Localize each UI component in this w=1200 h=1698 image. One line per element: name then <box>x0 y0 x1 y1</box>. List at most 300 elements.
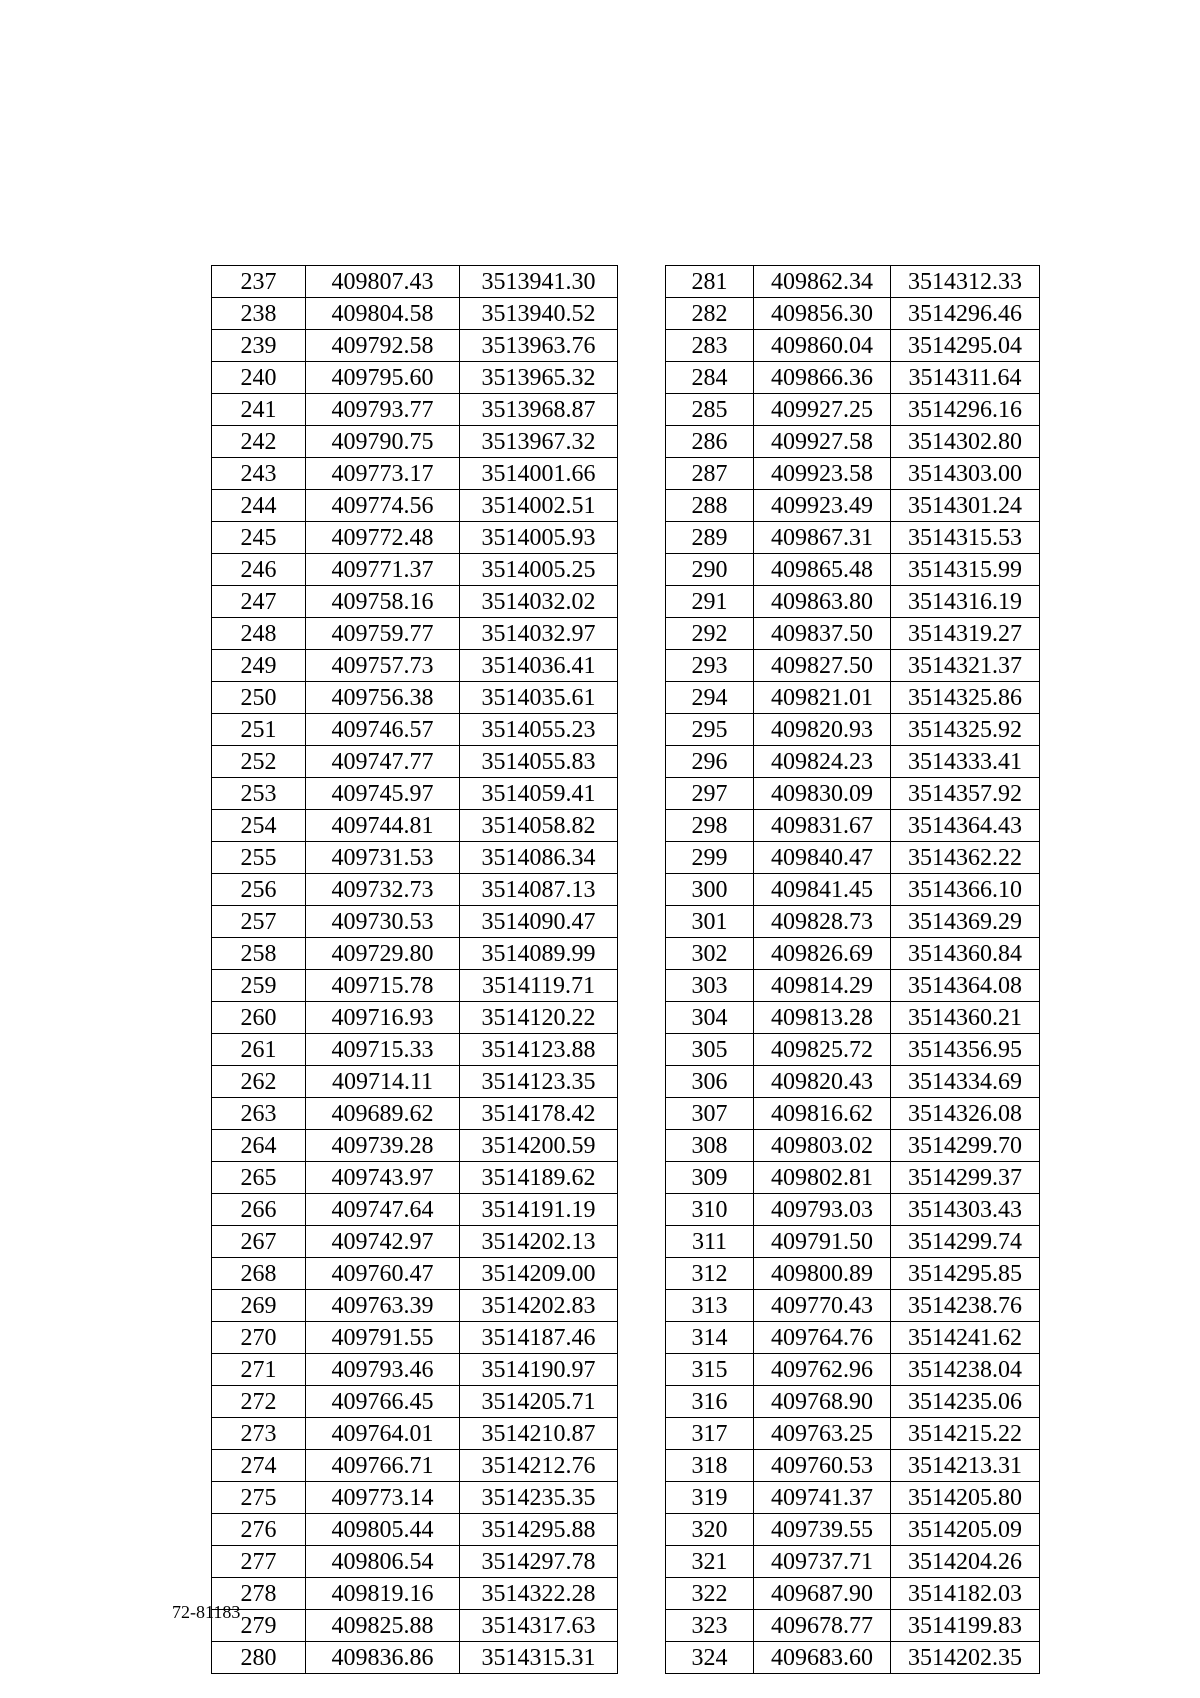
x-coordinate-cell: 409867.31 <box>754 522 891 554</box>
x-coordinate-cell: 409757.73 <box>306 650 460 682</box>
table-row <box>212 778 618 810</box>
x-coordinate-cell: 409863.80 <box>754 586 891 618</box>
x-coordinate-cell: 409743.97 <box>306 1162 460 1194</box>
table-row <box>666 618 1040 650</box>
y-coordinate-cell: 3514326.08 <box>891 1098 1040 1130</box>
table-row <box>212 1258 618 1290</box>
y-coordinate-cell: 3514315.31 <box>460 1642 618 1674</box>
y-coordinate-cell: 3514205.71 <box>460 1386 618 1418</box>
table-row <box>212 1194 618 1226</box>
x-coordinate-cell: 409772.48 <box>306 522 460 554</box>
table-row <box>212 1066 618 1098</box>
x-coordinate-cell: 409804.58 <box>306 298 460 330</box>
y-coordinate-cell: 3514202.35 <box>891 1642 1040 1674</box>
x-coordinate-cell: 409683.60 <box>754 1642 891 1674</box>
coordinate-table-right <box>665 265 1040 1674</box>
table-row <box>666 1610 1040 1642</box>
table-row <box>212 618 618 650</box>
point-number-cell: 310 <box>666 1194 754 1226</box>
y-coordinate-cell: 3514334.69 <box>891 1066 1040 1098</box>
y-coordinate-cell: 3514055.23 <box>460 714 618 746</box>
table-row <box>666 1098 1040 1130</box>
point-number-cell: 285 <box>666 394 754 426</box>
y-coordinate-cell: 3514205.09 <box>891 1514 1040 1546</box>
point-number-cell: 248 <box>212 618 306 650</box>
table-row <box>666 330 1040 362</box>
y-coordinate-cell: 3514209.00 <box>460 1258 618 1290</box>
point-number-cell: 276 <box>212 1514 306 1546</box>
table-row <box>666 1066 1040 1098</box>
y-coordinate-cell: 3514297.78 <box>460 1546 618 1578</box>
point-number-cell: 313 <box>666 1290 754 1322</box>
x-coordinate-cell: 409763.25 <box>754 1418 891 1450</box>
point-number-cell: 306 <box>666 1066 754 1098</box>
point-number-cell: 307 <box>666 1098 754 1130</box>
y-coordinate-cell: 3513967.32 <box>460 426 618 458</box>
table-row <box>666 970 1040 1002</box>
y-coordinate-cell: 3514295.85 <box>891 1258 1040 1290</box>
y-coordinate-cell: 3514036.41 <box>460 650 618 682</box>
point-number-cell: 262 <box>212 1066 306 1098</box>
table-row <box>212 1354 618 1386</box>
point-number-cell: 267 <box>212 1226 306 1258</box>
x-coordinate-cell: 409742.97 <box>306 1226 460 1258</box>
y-coordinate-cell: 3514301.24 <box>891 490 1040 522</box>
table-row <box>666 1386 1040 1418</box>
y-coordinate-cell: 3514311.64 <box>891 362 1040 394</box>
table-row <box>666 1258 1040 1290</box>
point-number-cell: 263 <box>212 1098 306 1130</box>
x-coordinate-cell: 409841.45 <box>754 874 891 906</box>
point-number-cell: 250 <box>212 682 306 714</box>
y-coordinate-cell: 3514190.97 <box>460 1354 618 1386</box>
point-number-cell: 256 <box>212 874 306 906</box>
y-coordinate-cell: 3514312.33 <box>891 266 1040 298</box>
table-row <box>666 810 1040 842</box>
y-coordinate-cell: 3514202.83 <box>460 1290 618 1322</box>
table-row <box>666 714 1040 746</box>
point-number-cell: 282 <box>666 298 754 330</box>
table-row <box>212 906 618 938</box>
table-row <box>212 522 618 554</box>
x-coordinate-cell: 409836.86 <box>306 1642 460 1674</box>
table-row <box>212 1226 618 1258</box>
table-row <box>666 1226 1040 1258</box>
point-number-cell: 247 <box>212 586 306 618</box>
point-number-cell: 257 <box>212 906 306 938</box>
y-coordinate-cell: 3514210.87 <box>460 1418 618 1450</box>
point-number-cell: 270 <box>212 1322 306 1354</box>
x-coordinate-cell: 409739.28 <box>306 1130 460 1162</box>
x-coordinate-cell: 409760.53 <box>754 1450 891 1482</box>
x-coordinate-cell: 409764.76 <box>754 1322 891 1354</box>
table-row <box>212 650 618 682</box>
table-row <box>666 426 1040 458</box>
table-row <box>666 1418 1040 1450</box>
y-coordinate-cell: 3514299.70 <box>891 1130 1040 1162</box>
y-coordinate-cell: 3513965.32 <box>460 362 618 394</box>
point-number-cell: 321 <box>666 1546 754 1578</box>
point-number-cell: 279 <box>212 1610 306 1642</box>
table-row <box>666 1482 1040 1514</box>
y-coordinate-cell: 3514333.41 <box>891 746 1040 778</box>
coordinate-table-right-body <box>666 266 1040 1674</box>
table-row <box>212 714 618 746</box>
point-number-cell: 320 <box>666 1514 754 1546</box>
point-number-cell: 271 <box>212 1354 306 1386</box>
y-coordinate-cell: 3514369.29 <box>891 906 1040 938</box>
point-number-cell: 245 <box>212 522 306 554</box>
point-number-cell: 255 <box>212 842 306 874</box>
table-row <box>212 330 618 362</box>
y-coordinate-cell: 3514316.19 <box>891 586 1040 618</box>
y-coordinate-cell: 3514357.92 <box>891 778 1040 810</box>
point-number-cell: 266 <box>212 1194 306 1226</box>
y-coordinate-cell: 3514325.86 <box>891 682 1040 714</box>
point-number-cell: 323 <box>666 1610 754 1642</box>
table-row <box>666 1450 1040 1482</box>
y-coordinate-cell: 3514235.35 <box>460 1482 618 1514</box>
point-number-cell: 274 <box>212 1450 306 1482</box>
table-row <box>666 586 1040 618</box>
point-number-cell: 294 <box>666 682 754 714</box>
y-coordinate-cell: 3514035.61 <box>460 682 618 714</box>
x-coordinate-cell: 409756.38 <box>306 682 460 714</box>
table-row <box>666 746 1040 778</box>
table-row <box>666 1130 1040 1162</box>
point-number-cell: 280 <box>212 1642 306 1674</box>
x-coordinate-cell: 409792.58 <box>306 330 460 362</box>
y-coordinate-cell: 3514123.88 <box>460 1034 618 1066</box>
table-row <box>212 1642 618 1674</box>
table-row <box>666 778 1040 810</box>
x-coordinate-cell: 409714.11 <box>306 1066 460 1098</box>
point-number-cell: 305 <box>666 1034 754 1066</box>
x-coordinate-cell: 409766.71 <box>306 1450 460 1482</box>
y-coordinate-cell: 3514058.82 <box>460 810 618 842</box>
point-number-cell: 301 <box>666 906 754 938</box>
x-coordinate-cell: 409862.34 <box>754 266 891 298</box>
table-row <box>666 1162 1040 1194</box>
x-coordinate-cell: 409759.77 <box>306 618 460 650</box>
y-coordinate-cell: 3514189.62 <box>460 1162 618 1194</box>
table-row <box>666 458 1040 490</box>
table-row <box>666 1354 1040 1386</box>
table-row <box>212 1162 618 1194</box>
table-row <box>212 842 618 874</box>
y-coordinate-cell: 3514360.21 <box>891 1002 1040 1034</box>
point-number-cell: 295 <box>666 714 754 746</box>
x-coordinate-cell: 409730.53 <box>306 906 460 938</box>
y-coordinate-cell: 3514315.53 <box>891 522 1040 554</box>
point-number-cell: 299 <box>666 842 754 874</box>
y-coordinate-cell: 3514322.28 <box>460 1578 618 1610</box>
table-row <box>212 1290 618 1322</box>
table-row <box>666 842 1040 874</box>
x-coordinate-cell: 409745.97 <box>306 778 460 810</box>
point-number-cell: 240 <box>212 362 306 394</box>
y-coordinate-cell: 3514213.31 <box>891 1450 1040 1482</box>
x-coordinate-cell: 409860.04 <box>754 330 891 362</box>
y-coordinate-cell: 3514001.66 <box>460 458 618 490</box>
x-coordinate-cell: 409737.71 <box>754 1546 891 1578</box>
x-coordinate-cell: 409729.80 <box>306 938 460 970</box>
y-coordinate-cell: 3514187.46 <box>460 1322 618 1354</box>
table-row <box>666 362 1040 394</box>
table-row <box>666 266 1040 298</box>
y-coordinate-cell: 3514032.97 <box>460 618 618 650</box>
table-row <box>212 554 618 586</box>
x-coordinate-cell: 409716.93 <box>306 1002 460 1034</box>
x-coordinate-cell: 409731.53 <box>306 842 460 874</box>
y-coordinate-cell: 3514296.16 <box>891 394 1040 426</box>
y-coordinate-cell: 3514356.95 <box>891 1034 1040 1066</box>
y-coordinate-cell: 3514059.41 <box>460 778 618 810</box>
y-coordinate-cell: 3514303.43 <box>891 1194 1040 1226</box>
x-coordinate-cell: 409795.60 <box>306 362 460 394</box>
y-coordinate-cell: 3514303.00 <box>891 458 1040 490</box>
y-coordinate-cell: 3514090.47 <box>460 906 618 938</box>
x-coordinate-cell: 409768.90 <box>754 1386 891 1418</box>
x-coordinate-cell: 409807.43 <box>306 266 460 298</box>
x-coordinate-cell: 409831.67 <box>754 810 891 842</box>
x-coordinate-cell: 409820.93 <box>754 714 891 746</box>
table-row <box>212 490 618 522</box>
y-coordinate-cell: 3514204.26 <box>891 1546 1040 1578</box>
x-coordinate-cell: 409825.72 <box>754 1034 891 1066</box>
point-number-cell: 275 <box>212 1482 306 1514</box>
y-coordinate-cell: 3514005.93 <box>460 522 618 554</box>
y-coordinate-cell: 3514005.25 <box>460 554 618 586</box>
x-coordinate-cell: 409715.78 <box>306 970 460 1002</box>
x-coordinate-cell: 409816.62 <box>754 1098 891 1130</box>
point-number-cell: 241 <box>212 394 306 426</box>
table-row <box>212 810 618 842</box>
x-coordinate-cell: 409830.09 <box>754 778 891 810</box>
x-coordinate-cell: 409802.81 <box>754 1162 891 1194</box>
table-row <box>666 1546 1040 1578</box>
point-number-cell: 260 <box>212 1002 306 1034</box>
x-coordinate-cell: 409803.02 <box>754 1130 891 1162</box>
x-coordinate-cell: 409760.47 <box>306 1258 460 1290</box>
y-coordinate-cell: 3514360.84 <box>891 938 1040 970</box>
point-number-cell: 259 <box>212 970 306 1002</box>
table-row <box>212 1610 618 1642</box>
x-coordinate-cell: 409774.56 <box>306 490 460 522</box>
x-coordinate-cell: 409866.36 <box>754 362 891 394</box>
x-coordinate-cell: 409806.54 <box>306 1546 460 1578</box>
x-coordinate-cell: 409856.30 <box>754 298 891 330</box>
point-number-cell: 246 <box>212 554 306 586</box>
point-number-cell: 309 <box>666 1162 754 1194</box>
point-number-cell: 303 <box>666 970 754 1002</box>
x-coordinate-cell: 409800.89 <box>754 1258 891 1290</box>
y-coordinate-cell: 3514364.43 <box>891 810 1040 842</box>
x-coordinate-cell: 409824.23 <box>754 746 891 778</box>
y-coordinate-cell: 3514302.80 <box>891 426 1040 458</box>
x-coordinate-cell: 409790.75 <box>306 426 460 458</box>
point-number-cell: 324 <box>666 1642 754 1674</box>
point-number-cell: 243 <box>212 458 306 490</box>
y-coordinate-cell: 3514362.22 <box>891 842 1040 874</box>
y-coordinate-cell: 3514299.37 <box>891 1162 1040 1194</box>
y-coordinate-cell: 3514295.88 <box>460 1514 618 1546</box>
y-coordinate-cell: 3514296.46 <box>891 298 1040 330</box>
table-row <box>212 874 618 906</box>
table-row <box>212 1002 618 1034</box>
y-coordinate-cell: 3514235.06 <box>891 1386 1040 1418</box>
y-coordinate-cell: 3514119.71 <box>460 970 618 1002</box>
x-coordinate-cell: 409825.88 <box>306 1610 460 1642</box>
table-row <box>212 1578 618 1610</box>
table-row <box>212 1386 618 1418</box>
x-coordinate-cell: 409744.81 <box>306 810 460 842</box>
x-coordinate-cell: 409741.37 <box>754 1482 891 1514</box>
point-number-cell: 312 <box>666 1258 754 1290</box>
table-row <box>212 426 618 458</box>
x-coordinate-cell: 409771.37 <box>306 554 460 586</box>
y-coordinate-cell: 3514055.83 <box>460 746 618 778</box>
point-number-cell: 288 <box>666 490 754 522</box>
coordinate-table-left <box>211 265 618 1674</box>
x-coordinate-cell: 409821.01 <box>754 682 891 714</box>
x-coordinate-cell: 409827.50 <box>754 650 891 682</box>
point-number-cell: 254 <box>212 810 306 842</box>
y-coordinate-cell: 3514191.19 <box>460 1194 618 1226</box>
point-number-cell: 297 <box>666 778 754 810</box>
point-number-cell: 296 <box>666 746 754 778</box>
x-coordinate-cell: 409770.43 <box>754 1290 891 1322</box>
x-coordinate-cell: 409764.01 <box>306 1418 460 1450</box>
y-coordinate-cell: 3514200.59 <box>460 1130 618 1162</box>
point-number-cell: 251 <box>212 714 306 746</box>
x-coordinate-cell: 409923.49 <box>754 490 891 522</box>
point-number-cell: 322 <box>666 1578 754 1610</box>
y-coordinate-cell: 3514238.76 <box>891 1290 1040 1322</box>
y-coordinate-cell: 3514087.13 <box>460 874 618 906</box>
y-coordinate-cell: 3514120.22 <box>460 1002 618 1034</box>
table-row <box>212 458 618 490</box>
table-row <box>212 970 618 1002</box>
x-coordinate-cell: 409826.69 <box>754 938 891 970</box>
y-coordinate-cell: 3514299.74 <box>891 1226 1040 1258</box>
point-number-cell: 268 <box>212 1258 306 1290</box>
x-coordinate-cell: 409747.77 <box>306 746 460 778</box>
y-coordinate-cell: 3514364.08 <box>891 970 1040 1002</box>
y-coordinate-cell: 3514321.37 <box>891 650 1040 682</box>
point-number-cell: 319 <box>666 1482 754 1514</box>
x-coordinate-cell: 409793.77 <box>306 394 460 426</box>
table-row <box>666 1642 1040 1674</box>
point-number-cell: 302 <box>666 938 754 970</box>
point-number-cell: 239 <box>212 330 306 362</box>
table-row <box>212 1098 618 1130</box>
point-number-cell: 281 <box>666 266 754 298</box>
point-number-cell: 286 <box>666 426 754 458</box>
point-number-cell: 283 <box>666 330 754 362</box>
x-coordinate-cell: 409758.16 <box>306 586 460 618</box>
x-coordinate-cell: 409791.50 <box>754 1226 891 1258</box>
table-row <box>666 1578 1040 1610</box>
table-row <box>666 1290 1040 1322</box>
y-coordinate-cell: 3514319.27 <box>891 618 1040 650</box>
table-row <box>212 1322 618 1354</box>
y-coordinate-cell: 3514212.76 <box>460 1450 618 1482</box>
point-number-cell: 290 <box>666 554 754 586</box>
y-coordinate-cell: 3514086.34 <box>460 842 618 874</box>
x-coordinate-cell: 409747.64 <box>306 1194 460 1226</box>
y-coordinate-cell: 3514238.04 <box>891 1354 1040 1386</box>
point-number-cell: 316 <box>666 1386 754 1418</box>
x-coordinate-cell: 409766.45 <box>306 1386 460 1418</box>
table-row <box>666 1322 1040 1354</box>
point-number-cell: 311 <box>666 1226 754 1258</box>
x-coordinate-cell: 409763.39 <box>306 1290 460 1322</box>
table-row <box>666 554 1040 586</box>
point-number-cell: 253 <box>212 778 306 810</box>
x-coordinate-cell: 409773.14 <box>306 1482 460 1514</box>
point-number-cell: 261 <box>212 1034 306 1066</box>
table-row <box>212 362 618 394</box>
point-number-cell: 273 <box>212 1418 306 1450</box>
y-coordinate-cell: 3514032.02 <box>460 586 618 618</box>
point-number-cell: 318 <box>666 1450 754 1482</box>
point-number-cell: 315 <box>666 1354 754 1386</box>
table-row <box>212 1418 618 1450</box>
x-coordinate-cell: 409927.25 <box>754 394 891 426</box>
table-row <box>212 746 618 778</box>
y-coordinate-cell: 3514089.99 <box>460 938 618 970</box>
y-coordinate-cell: 3514199.83 <box>891 1610 1040 1642</box>
x-coordinate-cell: 409813.28 <box>754 1002 891 1034</box>
y-coordinate-cell: 3514182.03 <box>891 1578 1040 1610</box>
table-row <box>666 938 1040 970</box>
x-coordinate-cell: 409927.58 <box>754 426 891 458</box>
point-number-cell: 237 <box>212 266 306 298</box>
x-coordinate-cell: 409732.73 <box>306 874 460 906</box>
y-coordinate-cell: 3514215.22 <box>891 1418 1040 1450</box>
table-row <box>666 490 1040 522</box>
y-coordinate-cell: 3514295.04 <box>891 330 1040 362</box>
table-row <box>666 1002 1040 1034</box>
point-number-cell: 304 <box>666 1002 754 1034</box>
point-number-cell: 249 <box>212 650 306 682</box>
point-number-cell: 284 <box>666 362 754 394</box>
point-number-cell: 289 <box>666 522 754 554</box>
y-coordinate-cell: 3514205.80 <box>891 1482 1040 1514</box>
point-number-cell: 242 <box>212 426 306 458</box>
point-number-cell: 272 <box>212 1386 306 1418</box>
y-coordinate-cell: 3514241.62 <box>891 1322 1040 1354</box>
table-row <box>212 682 618 714</box>
table-row <box>666 906 1040 938</box>
point-number-cell: 293 <box>666 650 754 682</box>
table-row <box>212 1034 618 1066</box>
table-row <box>666 874 1040 906</box>
table-row <box>666 1034 1040 1066</box>
x-coordinate-cell: 409923.58 <box>754 458 891 490</box>
x-coordinate-cell: 409837.50 <box>754 618 891 650</box>
x-coordinate-cell: 409865.48 <box>754 554 891 586</box>
y-coordinate-cell: 3513963.76 <box>460 330 618 362</box>
point-number-cell: 258 <box>212 938 306 970</box>
y-coordinate-cell: 3513940.52 <box>460 298 618 330</box>
table-row <box>666 682 1040 714</box>
y-coordinate-cell: 3514366.10 <box>891 874 1040 906</box>
point-number-cell: 292 <box>666 618 754 650</box>
x-coordinate-cell: 409678.77 <box>754 1610 891 1642</box>
x-coordinate-cell: 409773.17 <box>306 458 460 490</box>
